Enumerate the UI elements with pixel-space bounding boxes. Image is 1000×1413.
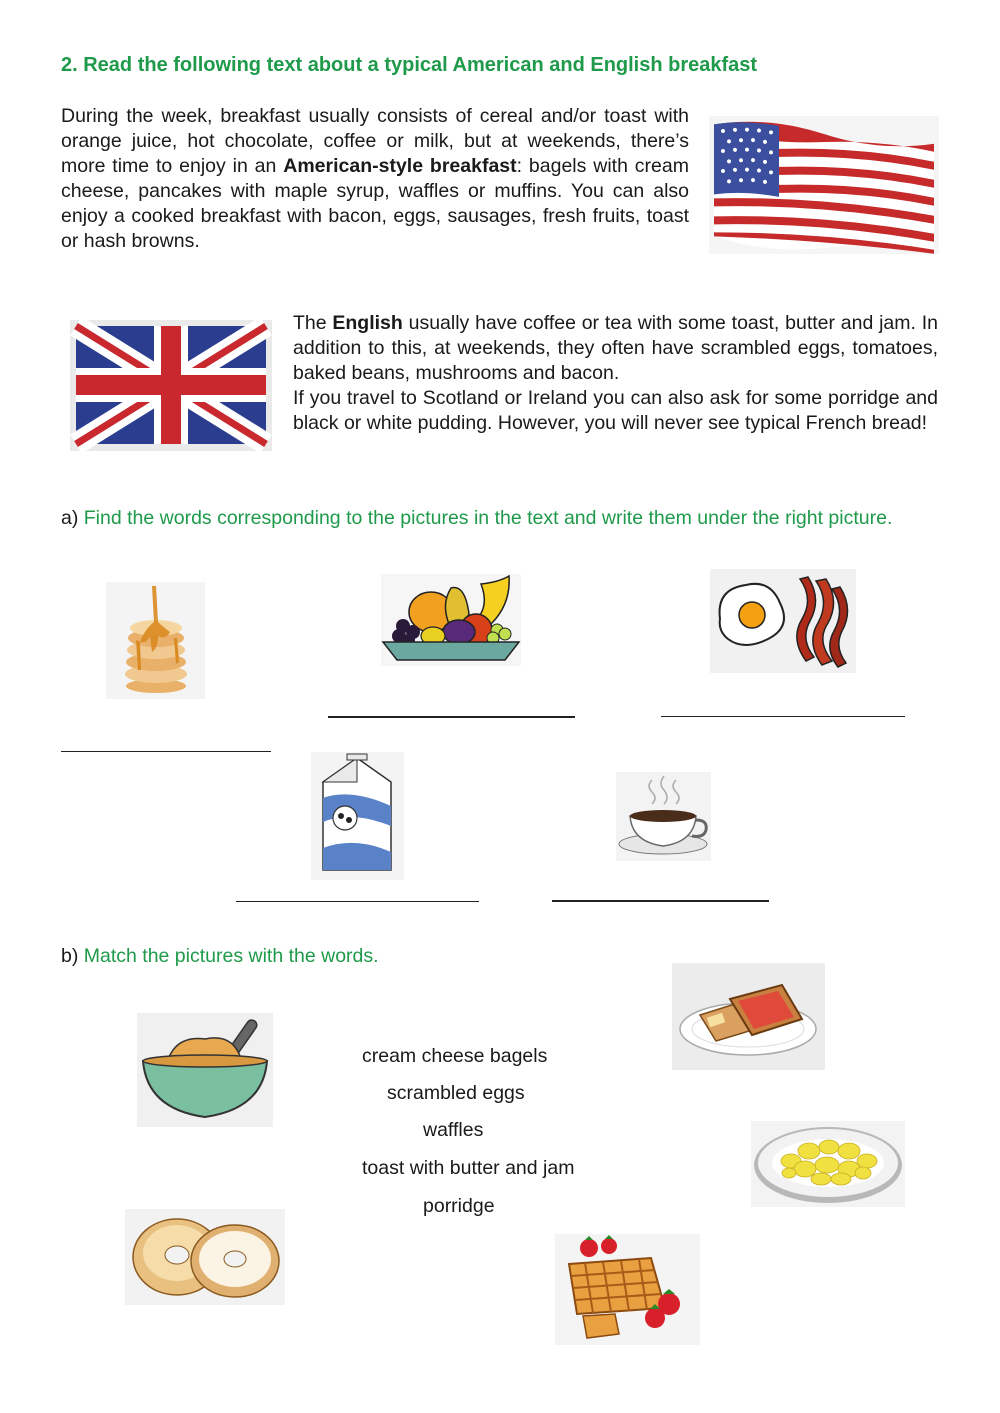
american-text-before: During the week, breakfast usually consists of cereal and/or toast with orange juice, hot chocolate, coffee or milk, but at weekends, there’s more time to enjoy in an xyxy=(61,105,689,177)
match-word-toast[interactable]: toast with butter and jam xyxy=(362,1157,575,1179)
scrambled-eggs-icon xyxy=(751,1121,905,1207)
waffles-icon xyxy=(555,1234,700,1345)
milk-carton-icon xyxy=(311,752,404,880)
english-text-line2: If you travel to Scotland or Ireland you can also ask for some porridge and black or white pudding. However, you will never see typical French bread! xyxy=(293,387,938,434)
us-flag-icon xyxy=(709,116,939,254)
american-paragraph xyxy=(61,104,689,254)
answer-line-pancakes[interactable] xyxy=(61,751,271,752)
english-text-after: usually have coffee or tea with some toast, butter and jam. In addition to this, at weekends, they often have scrambled eggs, tomatoes, baked beans, mushrooms and bacon. xyxy=(293,312,938,384)
answer-line-fruits[interactable] xyxy=(328,716,575,718)
toast-jam-icon xyxy=(672,963,825,1070)
answer-line-milk[interactable] xyxy=(236,901,479,902)
match-word-porridge[interactable]: porridge xyxy=(423,1195,495,1217)
answer-line-egg-bacon[interactable] xyxy=(661,716,905,717)
american-text-after: : bagels with cream cheese, pancakes with maple syrup, waffles or muffins. You can also enjoy a cooked breakfast with bacon, eggs, sausages, fresh fruits, toast or hash browns. xyxy=(61,155,689,252)
pancakes-icon xyxy=(106,582,205,699)
question-a-text: Find the words corresponding to the pictures in the text and write them under the right picture. xyxy=(83,507,893,529)
question-a xyxy=(61,506,938,531)
egg-bacon-icon xyxy=(710,569,856,673)
exercise-heading: 2. Read the following text about a typical American and English breakfast xyxy=(61,54,758,76)
english-text-the: The xyxy=(293,312,333,334)
question-b-letter: b) xyxy=(61,945,84,967)
question-b xyxy=(61,944,379,969)
english-text-bold: English xyxy=(332,312,403,334)
american-text-bold: American-style breakfast xyxy=(283,155,517,177)
question-a-letter: a) xyxy=(61,507,84,529)
question-b-text: Match the pictures with the words. xyxy=(83,945,379,967)
english-paragraph xyxy=(293,311,938,436)
coffee-cup-icon xyxy=(616,772,711,861)
fruit-bowl-icon xyxy=(381,574,521,666)
uk-flag-icon xyxy=(70,320,272,451)
porridge-bowl-icon xyxy=(137,1013,273,1127)
answer-line-coffee[interactable] xyxy=(552,900,769,902)
match-word-scrambled-eggs[interactable]: scrambled eggs xyxy=(387,1082,525,1104)
match-word-waffles[interactable]: waffles xyxy=(423,1119,484,1141)
match-word-cream-cheese-bagels[interactable]: cream cheese bagels xyxy=(362,1045,548,1067)
bagels-icon xyxy=(125,1209,285,1305)
